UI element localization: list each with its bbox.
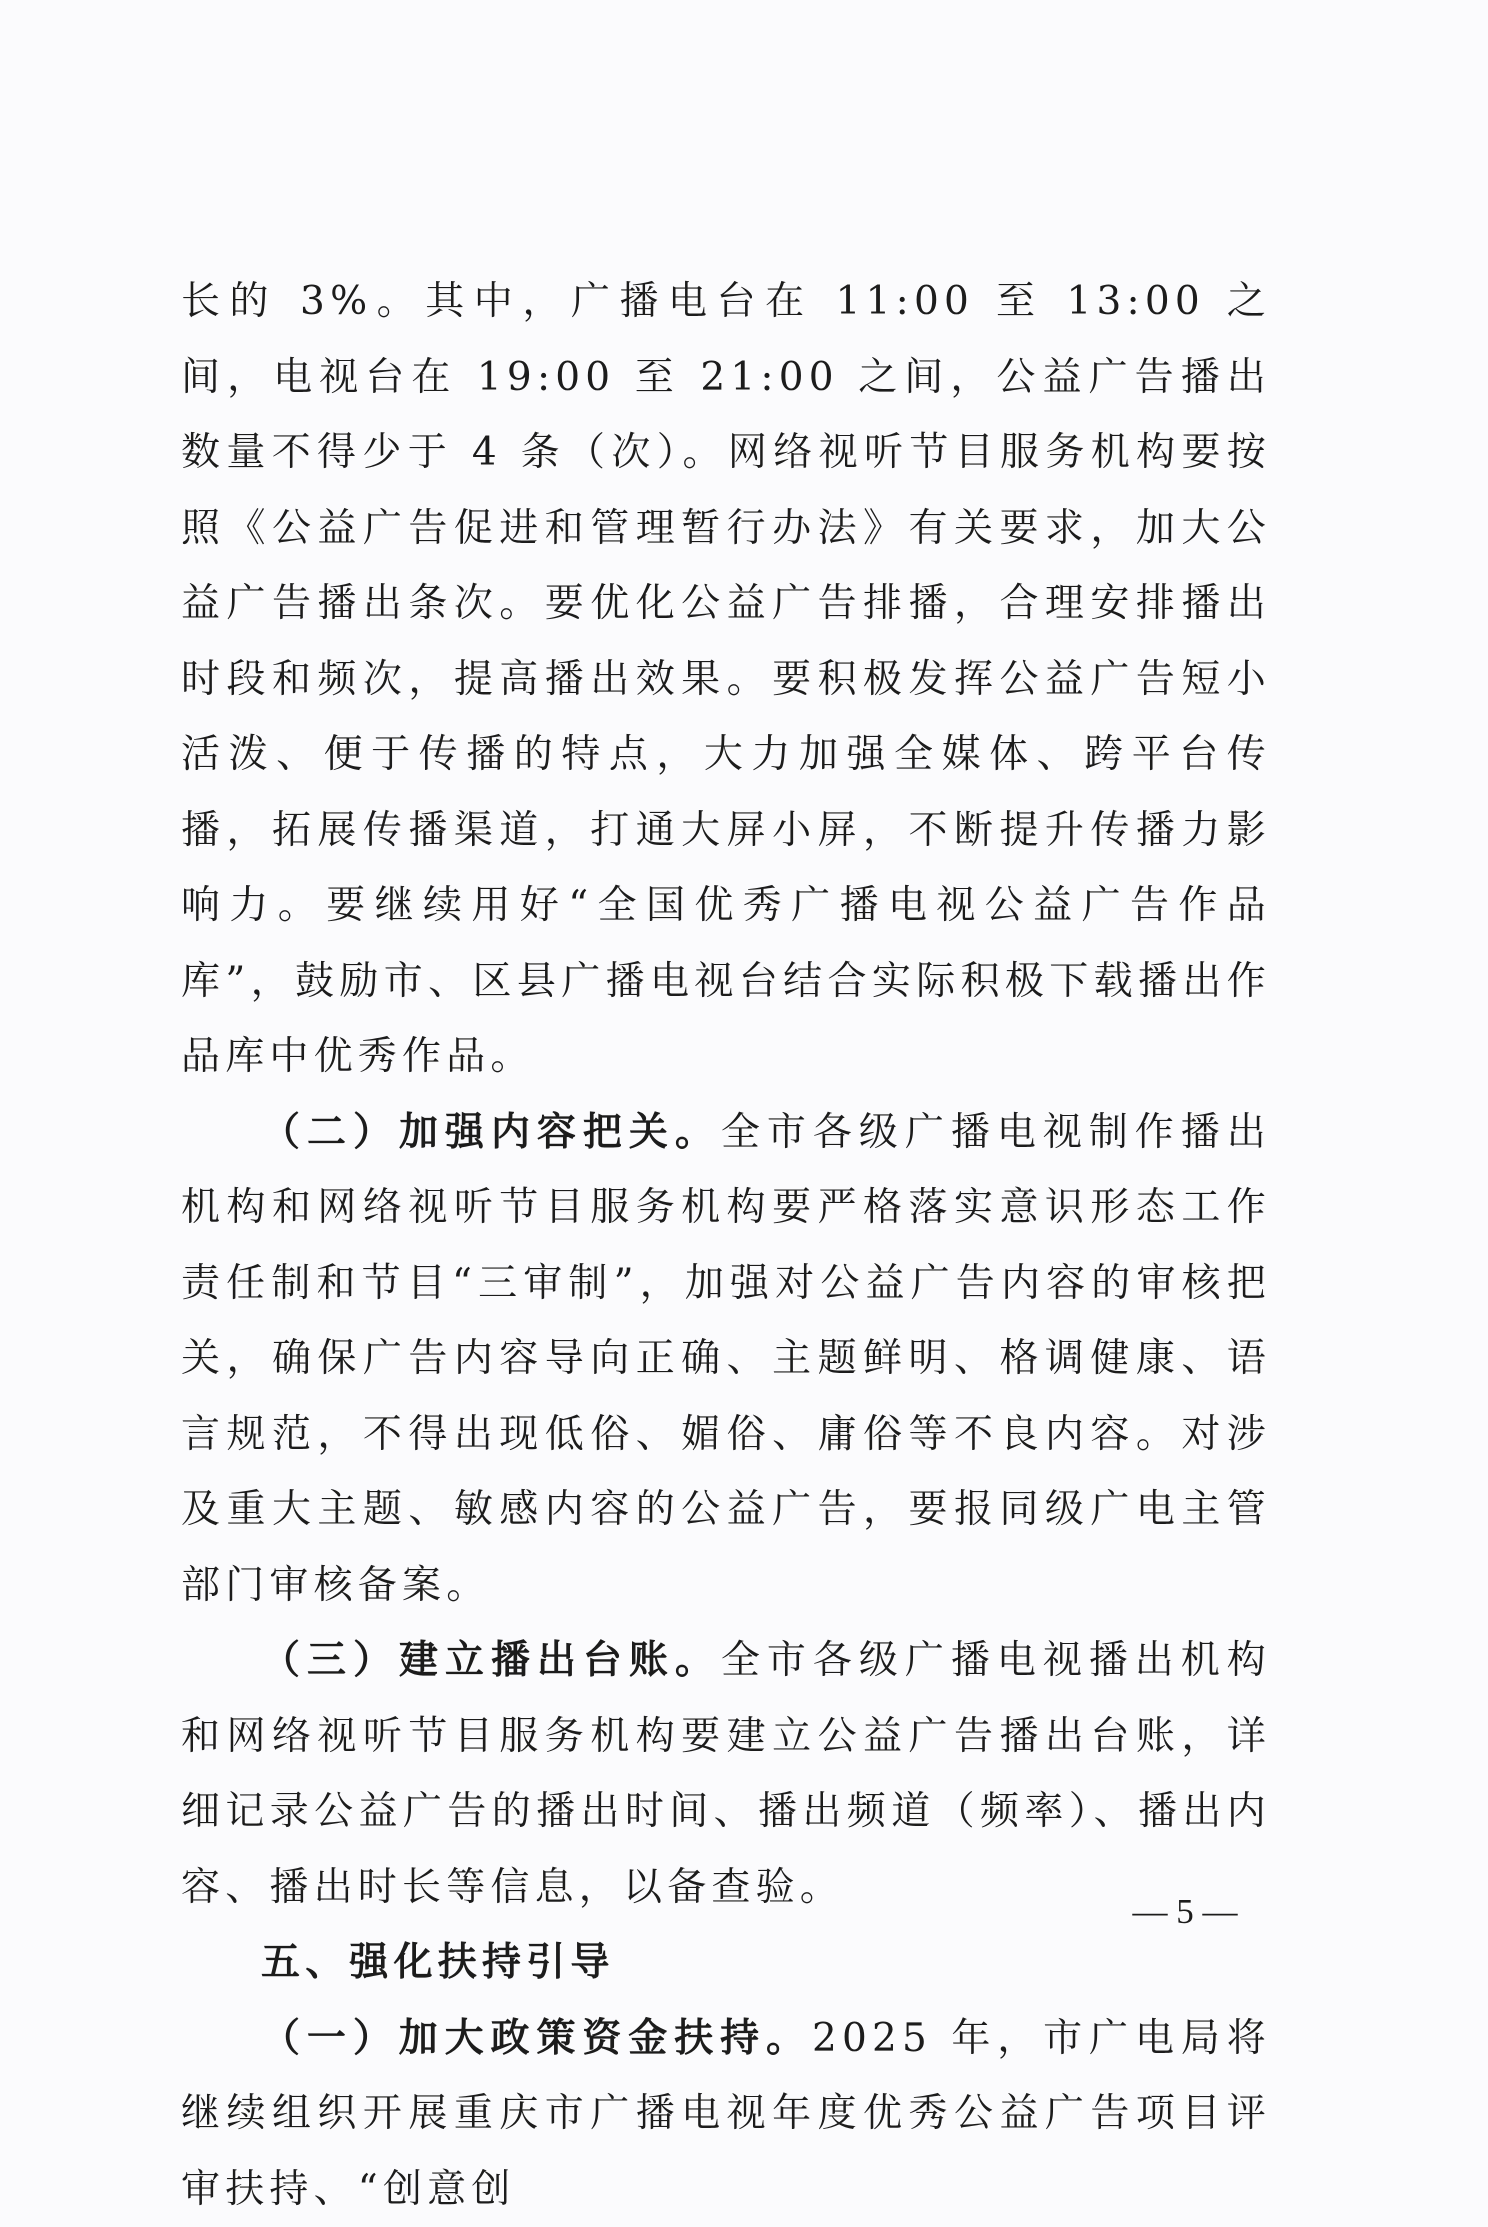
paragraph-lead: （三）建立播出台账。 [261,1638,721,1683]
page-number: — 5 — [1120,1892,1250,1932]
paragraph-text: 全市各级广播电视播出机构和网络视听节目服务机构要建立公益广告播出台账，详细记录公益广告的播出时间、播出频道（频率）、播出内容、播出时长等信息，以备查验。 [181,1638,1271,1910]
paragraph-broadcast-ledger [181,1623,1271,1925]
paragraph-text: 长的 3%。其中，广播电台在 11:00 至 13:00 之间，电视台在 19:00 至 21:00 之间，公益广告播出数量不得少于 4 条（次）。网络视听节目服务机构要按照《公益广告促进和管理暂行办法》有关要求，加大公益广告播出条次。要优化公益广告排播，合理安排播出时段和频次，提高播出效果。要积极发挥公益广告短小活泼、便于传播的特点，大力加强全媒体、跨平台传播，拓展传播渠道，打通大屏小屏，不断提升传播力影响力。要继续用好“全国优秀广播电视公益广告作品库”，鼓励市、区县广播电视台结合实际积极下载播出作品库中优秀作品。 [181,279,1271,1079]
paragraph-broadcast-quota [181,264,1271,1095]
paragraph-text: 2025 年，市广电局将继续组织开展重庆市广播电视年度优秀公益广告项目评审扶持、“创意创 [181,2016,1271,2212]
section-heading: 五、强化扶持引导 [181,1925,1271,2001]
paragraph-lead: （二）加强内容把关。 [261,1110,721,1155]
paragraph-policy-funding [181,2001,1271,2227]
paragraph-content-review [181,1095,1271,1624]
paragraph-lead: （一）加大政策资金扶持。 [261,2016,812,2061]
document-body [181,264,1271,2227]
paragraph-text: 全市各级广播电视制作播出机构和网络视听节目服务机构要严格落实意识形态工作责任制和节目“三审制”，加强对公益广告内容的审核把关，确保广告内容导向正确、主题鲜明、格调健康、语言规范，不得出现低俗、媚俗、庸俗等不良内容。对涉及重大主题、敏感内容的公益广告，要报同级广电主管部门审核备案。 [181,1110,1271,1608]
